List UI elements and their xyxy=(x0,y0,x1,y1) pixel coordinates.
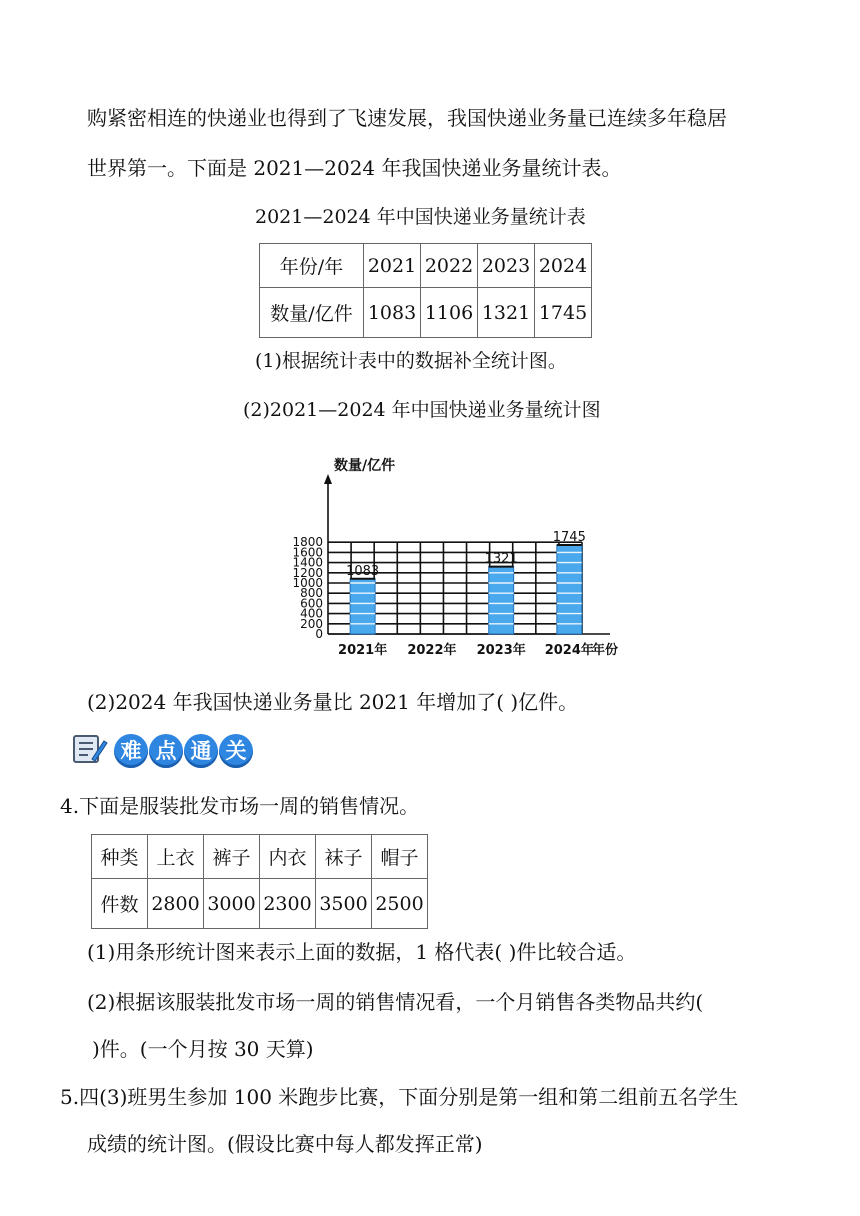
data-label: 1083 xyxy=(346,563,380,579)
x-tick-label: 2022年 xyxy=(407,643,457,658)
y-axis-arrow xyxy=(324,474,332,484)
table-cell: 1321 xyxy=(478,288,535,338)
table-cell: 2022 xyxy=(421,244,478,288)
data-label: 1321 xyxy=(484,551,518,567)
table-row xyxy=(92,879,428,929)
table-cell: 3000 xyxy=(204,879,260,929)
table-row xyxy=(260,244,592,288)
y-tick-label: 200 xyxy=(300,616,323,631)
banner-char-3: 通 xyxy=(184,734,218,768)
table-cell: 种类 xyxy=(92,835,148,879)
y-tick-label: 400 xyxy=(300,606,323,621)
table-cell: 2500 xyxy=(372,879,428,929)
problem-4-question-2-a: (2)根据该服装批发市场一周的销售情况看，一个月销售各类物品共约( xyxy=(87,990,704,1014)
intro-line-2: 世界第一。下面是 2021—2024 年我国快递业务量统计表。 xyxy=(87,156,622,180)
y-tick-label: 0 xyxy=(315,627,323,641)
x-axis-label: 年份 xyxy=(591,643,619,658)
table-cell: 裤子 xyxy=(204,835,260,879)
x-tick-label: 2021年 xyxy=(338,643,388,658)
table-cell: 1745 xyxy=(535,288,592,338)
table-cell: 上衣 xyxy=(148,835,204,879)
table-cell: 1083 xyxy=(364,288,421,338)
y-tick-label: 1200 xyxy=(292,565,323,580)
x-tick-label: 2023年 xyxy=(476,643,526,658)
problem-4-title: 4.下面是服装批发市场一周的销售情况。 xyxy=(60,794,420,818)
data-label: 1745 xyxy=(552,530,586,546)
banner-char-2: 点 xyxy=(149,734,183,768)
banner-char-1: 难 xyxy=(114,734,148,768)
table-cell: 1106 xyxy=(421,288,478,338)
y-tick-label: 800 xyxy=(300,586,323,601)
y-tick-label: 1400 xyxy=(292,555,323,570)
problem-5-line-2: 成绩的统计图。(假设比赛中每人都发挥正常) xyxy=(87,1132,483,1156)
intro-line-1: 购紧密相连的快递业也得到了飞速发展，我国快递业务量已连续多年稳居 xyxy=(87,106,727,130)
table-cell: 3500 xyxy=(316,879,372,929)
banner-char-4: 关 xyxy=(219,734,253,768)
table-cell: 帽子 xyxy=(372,835,428,879)
table-cell: 袜子 xyxy=(316,835,372,879)
table-cell: 2021 xyxy=(364,244,421,288)
table-cell: 2024 xyxy=(535,244,592,288)
y-axis-label: 数量/亿件 xyxy=(334,458,396,474)
table-cell: 数量/亿件 xyxy=(260,288,364,338)
table-row xyxy=(92,835,428,879)
table-cell: 2023 xyxy=(478,244,535,288)
y-tick-label: 600 xyxy=(300,596,323,611)
pencil-notebook-icon xyxy=(72,733,108,769)
table-row xyxy=(260,288,592,338)
question-2: (2)2024 年我国快递业务量比 2021 年增加了( )亿件。 xyxy=(87,690,579,714)
y-tick-label: 1800 xyxy=(292,535,323,550)
bar xyxy=(557,545,582,634)
chart-title: (2)2021—2024 年中国快递业务量统计图 xyxy=(243,399,601,421)
table1-title: 2021—2024 年中国快递业务量统计表 xyxy=(255,206,586,228)
y-tick-label: 1600 xyxy=(292,545,323,560)
question-1: (1)根据统计表中的数据补全统计图。 xyxy=(255,350,567,372)
bar xyxy=(350,579,375,634)
express-stats-table xyxy=(259,243,592,338)
x-tick-label: 2024年 xyxy=(544,643,594,658)
express-bar-chart xyxy=(282,448,642,664)
table-cell: 2800 xyxy=(148,879,204,929)
problem-4-question-1: (1)用条形统计图来表示上面的数据，1 格代表( )件比较合适。 xyxy=(87,940,637,964)
y-tick-label: 1000 xyxy=(292,576,323,590)
problem-5-line-1: 5.四(3)班男生参加 100 米跑步比赛，下面分别是第一组和第二组前五名学生 xyxy=(60,1085,739,1109)
clothing-sales-table xyxy=(91,834,428,929)
problem-4-question-2-b: )件。(一个月按 30 天算) xyxy=(92,1037,314,1061)
difficulty-banner xyxy=(72,731,254,771)
table-cell: 内衣 xyxy=(260,835,316,879)
table-cell: 2300 xyxy=(260,879,316,929)
table-cell: 件数 xyxy=(92,879,148,929)
table-cell: 年份/年 xyxy=(260,244,364,288)
